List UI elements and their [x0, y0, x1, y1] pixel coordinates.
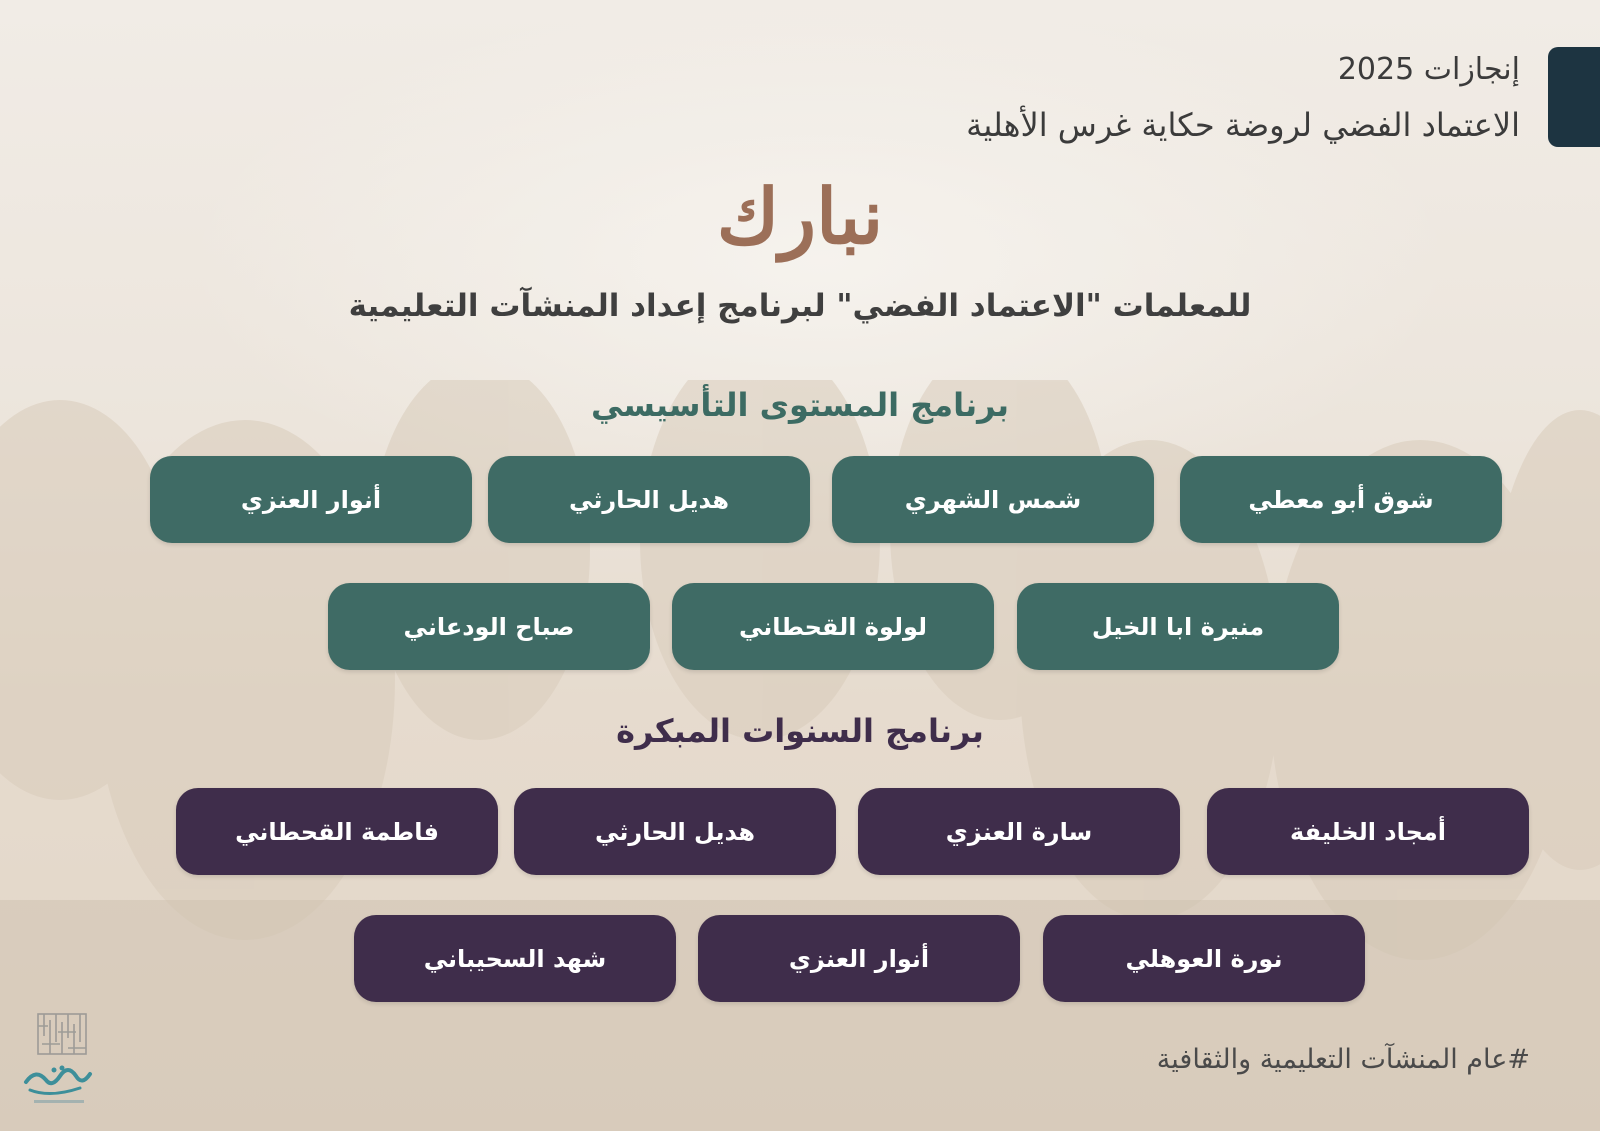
teacher-name-pill: هديل الحارثي: [488, 456, 810, 543]
page-subtitle: للمعلمات "الاعتماد الفضي" لبرنامج إعداد المنشآت التعليمية: [348, 288, 1252, 324]
corner-tab: [1548, 47, 1600, 147]
teacher-name-pill: منيرة ابا الخيل: [1017, 583, 1339, 670]
teacher-name-pill: شمس الشهري: [832, 456, 1154, 543]
teacher-name-pill: أنوار العنزي: [150, 456, 472, 543]
teacher-name-pill: هديل الحارثي: [514, 788, 836, 875]
teacher-name-pill: شهد السحيباني: [354, 915, 676, 1002]
foundational-program-title: برنامج المستوى التأسيسي: [590, 386, 1010, 424]
teacher-name-pill: فاطمة القحطاني: [176, 788, 498, 875]
teacher-name-pill: شوق أبو معطي: [1180, 456, 1502, 543]
teacher-name-pill: أنوار العنزي: [698, 915, 1020, 1002]
teacher-name-pill: نورة العوهلي: [1043, 915, 1365, 1002]
footer-hashtag: #عام المنشآت التعليمية والثقافية: [1156, 1044, 1530, 1075]
teacher-name-pill: صباح الودعاني: [328, 583, 650, 670]
header-accreditation-line: الاعتماد الفضي لروضة حكاية غرس الأهلية: [966, 106, 1520, 144]
header-year-line: إنجازات 2025: [1337, 52, 1520, 87]
teacher-name-pill: لولوة القحطاني: [672, 583, 994, 670]
teacher-name-pill: سارة العنزي: [858, 788, 1180, 875]
institute-logo-icon: [18, 1012, 98, 1112]
congrats-heading: نبارك: [716, 172, 884, 261]
early-years-program-title: برنامج السنوات المبكرة: [616, 712, 984, 750]
teacher-name-pill: أمجاد الخليفة: [1207, 788, 1529, 875]
